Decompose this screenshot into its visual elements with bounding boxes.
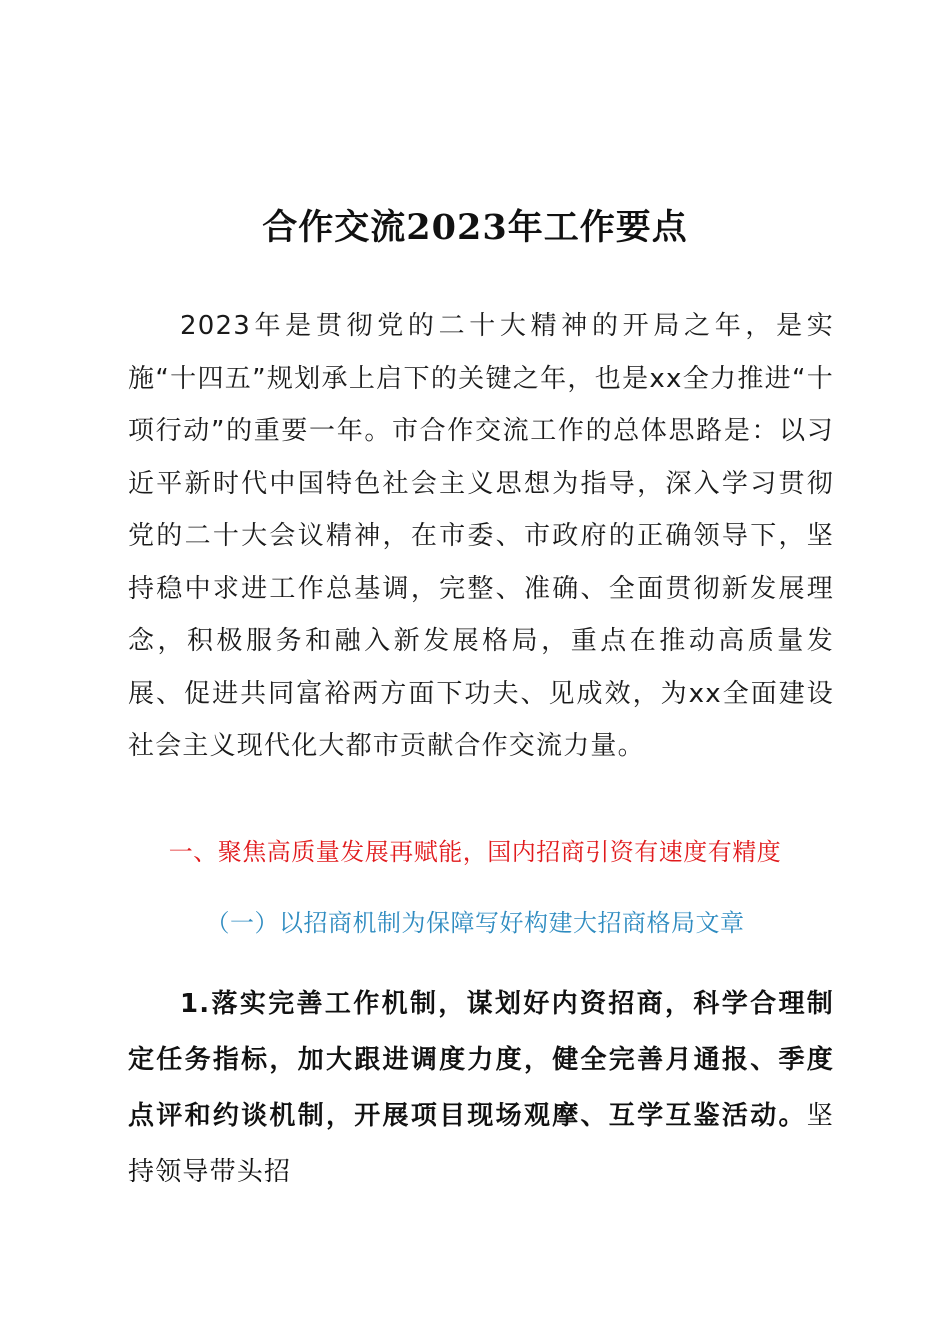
item-bold-text: 1.落实完善工作机制，谋划好内资招商，科学合理制定任务指标，加大跟进调度力度，健全完善月通报、季度点评和约谈机制，开展项目现场观摩、互学互鉴活动。 — [128, 989, 834, 1131]
item-regular-text: 坚持领导带头招 — [128, 1101, 834, 1187]
subsection-heading: （一）以招商机制为保障写好构建大招商格局文章 — [205, 909, 745, 937]
document-title: 合作交流2023年工作要点 — [262, 207, 688, 248]
intro-paragraph: 2023年是贯彻党的二十大精神的开局之年，是实施“十四五”规划承上启下的关键之年，也是xx全力推进“十项行动”的重要一年。市合作交流工作的总体思路是：以习近平新时代中国特色社会主义思想为指导，深入学习贯彻党的二十大会议精神，在市委、市政府的正确领导下，坚持稳中求进工作总基调，完整、准确、全面贯彻新发展理念，积极服务和融入新发展格局，重点在推动高质量发展、促进共同富裕两方面下功夫、见成效，为xx全面建设社会主义现代化大都市贡献合作交流力量。 — [128, 311, 834, 761]
section-heading: 一、聚焦高质量发展再赋能，国内招商引资有速度有精度 — [168, 838, 782, 866]
item-paragraph — [128, 976, 834, 1200]
